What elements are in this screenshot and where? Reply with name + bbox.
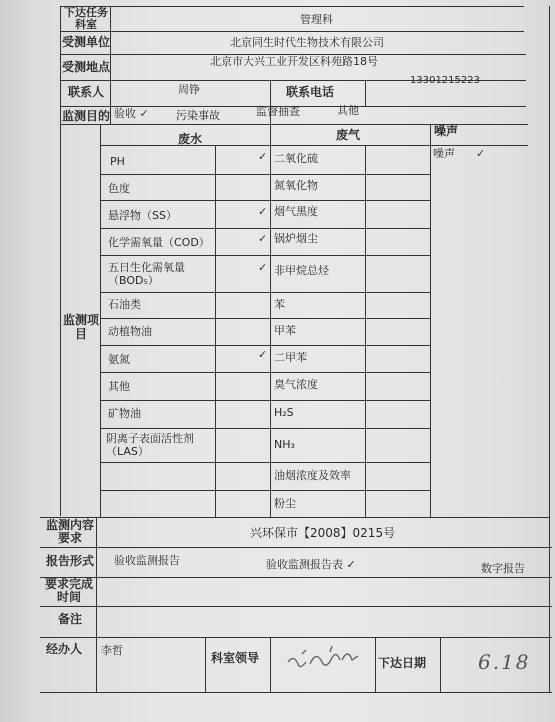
- purpose-accident: 污染事故: [176, 109, 220, 122]
- rule: [100, 318, 430, 319]
- rule: [40, 577, 552, 578]
- rule: [270, 637, 271, 692]
- address-value: 北京市大兴工业开发区科苑路18号: [210, 55, 378, 68]
- water-item-ammonia: 氨氮: [108, 353, 130, 366]
- wastewater-header: 废水: [178, 132, 203, 146]
- phone-value: 13301215223: [410, 75, 480, 86]
- report-option-monitoring-report: 验收监测报告: [114, 554, 180, 567]
- purpose-other: 其他: [337, 104, 359, 117]
- water-item-other: 其他: [108, 380, 130, 393]
- water-item-bod5-check: ✓: [258, 261, 268, 274]
- gas-item-smoke-blackness: 烟气黑度: [274, 205, 318, 218]
- deadline-label: 要求完成 时间: [44, 577, 93, 604]
- water-item-ss: 悬浮物（SS）: [108, 209, 177, 222]
- issuing-dept-label: 下达任务 科室: [64, 6, 108, 31]
- rule: [205, 637, 206, 692]
- rule: [100, 200, 430, 201]
- rule: [96, 517, 97, 692]
- gas-item-fume: 油烟浓度及效率: [274, 469, 351, 482]
- rule: [270, 80, 271, 517]
- leader-label: 科室领导: [211, 651, 260, 665]
- rule: [40, 517, 550, 518]
- water-item-ss-check: ✓: [258, 205, 268, 218]
- gas-item-nox: 氮氧化物: [274, 179, 318, 192]
- issuing-dept-value: 管理科: [300, 13, 333, 26]
- rule: [100, 292, 430, 293]
- issue-date-value: 6.18: [478, 650, 531, 674]
- rule: [100, 428, 430, 429]
- rule: [549, 6, 550, 692]
- handler-value: 李哲: [101, 644, 123, 657]
- gas-item-nh3: NH₃: [274, 438, 295, 451]
- noise-item: 噪声 ✓: [433, 147, 486, 160]
- rule: [365, 145, 366, 517]
- rule: [215, 145, 216, 517]
- water-item-animal-plant-oil: 动植物油: [108, 325, 152, 338]
- rule: [100, 174, 430, 175]
- rule: [100, 228, 430, 229]
- rule: [40, 637, 552, 638]
- rule: [100, 372, 430, 373]
- gas-item-boiler-dust: 锅炉烟尘: [274, 232, 318, 245]
- contact-label: 联系人: [67, 85, 104, 99]
- water-item-petroleum: 石油类: [108, 298, 141, 311]
- gas-item-so2: 二氧化硫: [274, 152, 318, 165]
- gas-item-dust: 粉尘: [274, 497, 296, 510]
- rule: [100, 462, 430, 463]
- purpose-label: 监测目的: [62, 109, 111, 123]
- gas-item-toluene: 甲苯: [274, 324, 296, 337]
- purpose-inspection: 监督抽查: [256, 105, 300, 118]
- unit-value: 北京同生时代生物技术有限公司: [230, 36, 384, 49]
- gas-item-nmhc: 非甲烷总烃: [274, 264, 329, 277]
- rule: [100, 400, 430, 401]
- gas-item-benzene: 苯: [274, 298, 285, 311]
- contact-value: 周铮: [178, 83, 200, 96]
- remarks-label: 备注: [57, 612, 82, 626]
- rule: [60, 31, 524, 32]
- report-option-digital: 数字报告: [481, 562, 525, 575]
- rule: [365, 80, 366, 106]
- water-item-ammonia-check: ✓: [258, 348, 268, 361]
- monitoring-items-label: 监测项目: [62, 313, 99, 341]
- rule: [100, 345, 430, 346]
- leader-signature: [280, 640, 370, 680]
- rule: [60, 6, 61, 516]
- water-item-ph-check: ✓: [258, 150, 268, 163]
- water-item-mineral-oil: 矿物油: [108, 407, 141, 420]
- noise-header: 噪声: [434, 124, 459, 138]
- gas-item-odor: 臭气浓度: [274, 378, 318, 391]
- rule: [375, 637, 376, 692]
- water-item-chroma: 色度: [108, 182, 130, 195]
- rule: [60, 6, 524, 7]
- rule: [100, 490, 430, 491]
- rule: [100, 124, 101, 517]
- water-item-ph: PH: [110, 155, 125, 168]
- gas-item-xylene: 二甲苯: [274, 351, 307, 364]
- water-item-cod-check: ✓: [258, 232, 268, 245]
- rule: [440, 637, 441, 692]
- report-option-report-table: 验收监测报告表 ✓: [266, 558, 356, 571]
- issue-date-label: 下达日期: [378, 656, 427, 670]
- requirements-value: 兴环保市【2008】0215号: [250, 526, 396, 540]
- rule: [430, 124, 431, 517]
- rule: [110, 6, 111, 124]
- water-item-las: 阴离子表面活性剂 （LAS）: [106, 432, 194, 458]
- handler-label: 经办人: [46, 642, 83, 656]
- water-item-bod5: 五日生化需氧量 （BOD₅）: [108, 261, 185, 287]
- phone-label: 联系电话: [286, 85, 335, 99]
- rule: [40, 547, 552, 548]
- report-form-label: 报告形式: [45, 554, 94, 568]
- requirements-label: 监测内容 要求: [45, 518, 94, 545]
- rule: [40, 606, 552, 607]
- purpose-acceptance: 验收 ✓: [114, 107, 149, 120]
- water-item-cod: 化学需氧量（COD）: [108, 236, 210, 249]
- address-label: 受测地点: [62, 60, 111, 74]
- gas-item-h2s: H₂S: [274, 406, 294, 419]
- rule: [100, 255, 430, 256]
- rule: [40, 692, 552, 693]
- waste-gas-header: 废气: [336, 128, 361, 142]
- rule: [100, 145, 528, 146]
- unit-label: 受测单位: [62, 35, 111, 49]
